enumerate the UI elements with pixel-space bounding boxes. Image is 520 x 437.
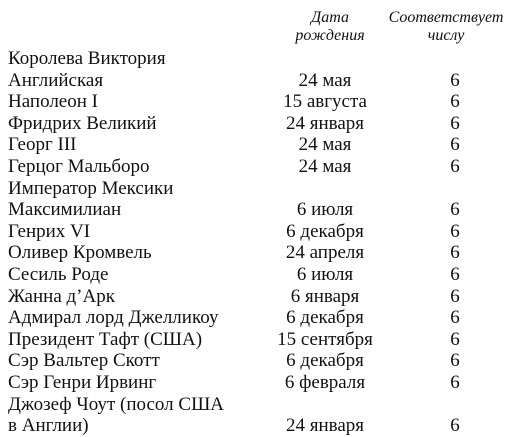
table-row	[0, 70, 520, 92]
table-row	[0, 178, 520, 200]
person-name: Сесиль Роде	[8, 263, 109, 285]
corresponding-number: 6	[450, 328, 460, 350]
birth-date: 6 июля	[296, 263, 354, 285]
corresponding-number: 6	[450, 263, 460, 285]
person-name: Фридрих Великий	[8, 112, 157, 134]
person-name: Адмирал лорд Джелликоу	[8, 307, 219, 329]
person-name: в Англии)	[8, 415, 89, 437]
table-row	[0, 48, 520, 70]
table-row	[0, 199, 520, 221]
birth-date: 6 декабря	[286, 220, 364, 242]
corresponding-number: 6	[450, 371, 460, 393]
person-name: Максимилиан	[8, 199, 122, 221]
column-header-birthdate-line1: Дата	[311, 9, 349, 26]
column-header-corresponds	[381, 9, 511, 45]
table-row	[0, 329, 520, 351]
person-name: Наполеон I	[8, 91, 98, 113]
table-row	[0, 286, 520, 308]
person-name: Генрих VI	[8, 220, 91, 242]
corresponding-number: 6	[450, 220, 460, 242]
person-name: Георг III	[8, 134, 77, 156]
table-row	[0, 394, 520, 416]
person-name: Оливер Кромвель	[8, 242, 152, 264]
birth-date: 24 января	[285, 112, 365, 134]
table-row	[0, 156, 520, 178]
birth-date: 6 декабря	[286, 350, 364, 372]
birth-date: 6 декабря	[286, 307, 364, 329]
table-row	[0, 113, 520, 135]
person-name: Королева Виктория	[8, 48, 166, 69]
table-row	[0, 372, 520, 394]
column-header-corresponds-line1: Соответствует	[388, 9, 504, 26]
column-header-birthdate-line2: рождения	[295, 27, 365, 44]
birth-date: 15 августа	[283, 91, 367, 113]
table-row	[0, 264, 520, 286]
person-name: Президент Тафт (США)	[8, 328, 203, 350]
corresponding-number: 6	[450, 155, 460, 177]
table-row	[0, 350, 520, 372]
table-row	[0, 307, 520, 329]
birth-date: 15 сентября	[277, 328, 373, 350]
birth-date: 24 мая	[298, 69, 352, 91]
person-name: Английская	[8, 69, 104, 91]
table-row	[0, 415, 520, 437]
table-body	[0, 48, 520, 437]
birth-date: 6 февраля	[284, 371, 366, 393]
table-row	[0, 134, 520, 156]
corresponding-number: 6	[450, 199, 460, 221]
person-name: Жанна д’Арк	[8, 285, 115, 307]
corresponding-number: 6	[450, 242, 460, 264]
corresponding-number: 6	[450, 307, 460, 329]
person-name: Сэр Вальтер Скотт	[8, 350, 160, 372]
birth-date: 24 мая	[298, 134, 352, 156]
column-header-birthdate	[275, 9, 385, 45]
person-name: Император Мексики	[8, 177, 174, 199]
corresponding-number: 6	[450, 69, 460, 91]
table-row	[0, 221, 520, 243]
corresponding-number: 6	[450, 350, 460, 372]
table-row	[0, 242, 520, 264]
person-name: Сэр Генри Ирвинг	[8, 371, 157, 393]
birth-date: 6 января	[290, 285, 360, 307]
person-name: Джозеф Чоут (посол США	[8, 393, 224, 415]
column-header-corresponds-line2: числу	[427, 27, 465, 44]
birth-date: 24 мая	[298, 155, 352, 177]
corresponding-number: 6	[450, 91, 460, 113]
birth-date: 6 июля	[296, 199, 354, 221]
table-row	[0, 91, 520, 113]
birth-date: 24 января	[285, 415, 365, 437]
corresponding-number: 6	[450, 134, 460, 156]
birth-date: 24 апреля	[285, 242, 365, 264]
corresponding-number: 6	[450, 112, 460, 134]
corresponding-number: 6	[450, 415, 460, 437]
person-name: Герцог Мальборо	[8, 155, 150, 177]
corresponding-number: 6	[450, 285, 460, 307]
